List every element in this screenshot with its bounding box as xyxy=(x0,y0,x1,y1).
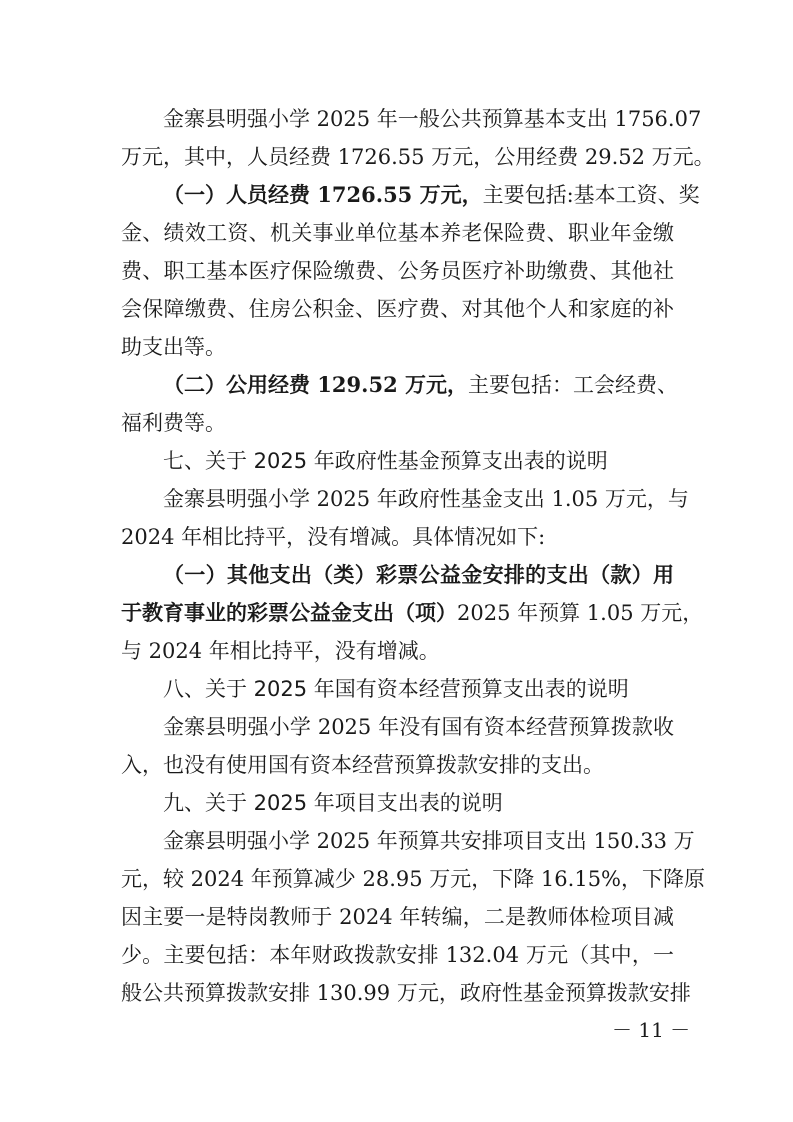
body-text-line: 金寨县明强小学 2025 年政府性基金支出 1.05 万元，与 xyxy=(163,487,689,511)
body-text-line: 福利费等。 xyxy=(121,411,226,435)
personnel-expense-title: （一）人员经费 1726.55 万元， xyxy=(163,182,483,207)
body-text-line: 与 2024 年相比持平，没有增减。 xyxy=(121,639,440,663)
body-text-line: 少。主要包括：本年财政拨款安排 132.04 万元（其中，一 xyxy=(121,943,674,967)
lottery-budget-text: 2025 年预算 1.05 万元， xyxy=(457,601,704,625)
personnel-expense-line xyxy=(163,178,700,212)
body-text-line: 金寨县明强小学 2025 年预算共安排项目支出 150.33 万 xyxy=(163,829,695,853)
lottery-subheading-line: （一）其他支出（类）彩票公益金安排的支出（款）用 xyxy=(163,562,674,587)
body-text-line: 元，较 2024 年预算减少 28.95 万元，下降 16.15%，下降原 xyxy=(121,867,706,891)
body-text-line: 助支出等。 xyxy=(121,335,226,359)
body-text-line: 因主要一是特岗教师于 2024 年转编，二是教师体检项目减 xyxy=(121,905,674,929)
body-text-line: 2024 年相比持平，没有增减。具体情况如下: xyxy=(121,525,546,549)
section-heading-seven: 七、关于 2025 年政府性基金预算支出表的说明 xyxy=(163,449,608,473)
body-text-line: 金、绩效工资、机关事业单位基本养老保险费、职业年金缴 xyxy=(121,221,674,245)
lottery-subheading-tail: 于教育事业的彩票公益金支出（项） xyxy=(121,600,457,625)
body-text-line: 般公共预算拨款安排 130.99 万元，政府性基金预算拨款安排 xyxy=(121,981,691,1005)
lottery-subheading-continuation xyxy=(121,596,704,630)
body-text-line: 金寨县明强小学 2025 年没有国有资本经营预算拨款收 xyxy=(163,715,674,739)
public-expense-title: （二）公用经费 129.52 万元， xyxy=(163,372,468,397)
body-text-line: 金寨县明强小学 2025 年一般公共预算基本支出 1756.07 xyxy=(163,107,702,131)
section-heading-eight: 八、关于 2025 年国有资本经营预算支出表的说明 xyxy=(163,677,629,701)
body-text-line: 费、职工基本医疗保险缴费、公务员医疗补助缴费、其他社 xyxy=(121,259,674,283)
body-text-line: 会保障缴费、住房公积金、医疗费、对其他个人和家庭的补 xyxy=(121,297,674,321)
public-expense-text: 主要包括：工会经费、 xyxy=(468,373,678,397)
body-text-line: 入，也没有使用国有资本经营预算拨款安排的支出。 xyxy=(121,753,604,777)
page-number: － 11 － xyxy=(612,1018,691,1042)
public-expense-line xyxy=(163,368,678,402)
personnel-expense-text: 主要包括:基本工资、奖 xyxy=(482,183,700,207)
body-text-line: 万元，其中，人员经费 1726.55 万元，公用经费 29.52 万元。 xyxy=(121,145,715,169)
section-heading-nine: 九、关于 2025 年项目支出表的说明 xyxy=(163,791,503,815)
